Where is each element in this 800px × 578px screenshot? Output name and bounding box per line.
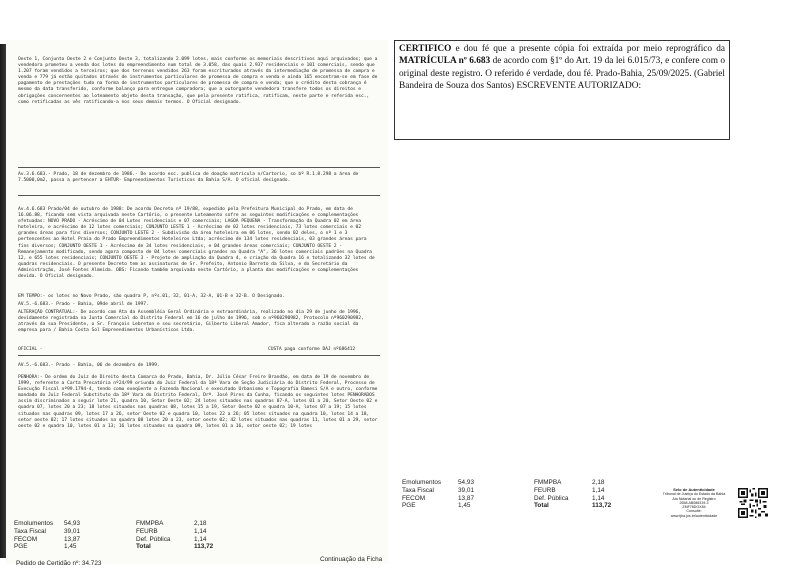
- paragraph: EM TEMPO:- os lotes no Novo Prado, são quadra P, nºs.01, 32, 01-A, 32-A, 01-B e 32-B. O Designado.: [18, 294, 285, 299]
- fee-value: 1,14: [592, 494, 605, 502]
- oficial-signature: [18, 347, 138, 353]
- fee-label: FMMPBA: [534, 479, 562, 486]
- fee-value: 2,18: [194, 520, 207, 527]
- fee-value: 39,01: [458, 486, 474, 494]
- certificate-text-1: e dou fé que a presente cópia foi extraída por meio reprográfico da: [451, 44, 725, 54]
- fee-label: Emolumentos: [402, 479, 442, 486]
- fee-label: PGE: [402, 502, 416, 510]
- text-block-av4: [18, 207, 380, 280]
- seal-line: Ato Notarial ou de Registro: [672, 496, 716, 501]
- fee-value: 39,01: [64, 527, 80, 535]
- fee-total-label: Total: [136, 543, 151, 551]
- fee-value: 1,14: [592, 486, 605, 494]
- paragraph: AV.5.-6.683.- Prado - Bahia, 09de abril de 1997.: [18, 302, 149, 307]
- paragraph: ALTERAÇÃO CONTRATUAL:- De acordo com Ata da Assembléia Geral Ordinária e extraordinária, realizado no dia 29 de junho de 1996, devidamente registrada na Junta Comercial do Distrito Federal em 16 de julho de 1996, sob o nº960290982, Protocolo nº960290982, através da sua Presidente, o Sr. François Lebreton e seu secretário, Gilberto Liberal Amador, fica alterado a razão social da empresa para / Bahia Costa Sol Empreendimentos Urbanísticos Ltda.: [18, 310, 364, 334]
- pedido-certidao: Pedido de Certidão nº: 34.723: [16, 560, 102, 567]
- footer-left: [14, 520, 394, 570]
- fee-label: PGE: [14, 543, 28, 551]
- paragraph: CUSTA paga conforme DAJ nº686412: [268, 347, 356, 352]
- fee-label: FEURB: [136, 527, 158, 535]
- fee-label: FMMPBA: [136, 520, 164, 527]
- fee-label: Emolumentos: [14, 520, 54, 527]
- text-block-av5-title: [18, 302, 380, 308]
- divider: [18, 167, 380, 168]
- seal-url: www.tjba.jus.br/autenticidade: [670, 513, 718, 518]
- fee-value: 13,87: [64, 535, 80, 543]
- fee-value: 1,45: [458, 502, 471, 510]
- fee-value: 1,14: [194, 527, 207, 535]
- fee-label: Taxa Fiscal: [402, 486, 434, 494]
- seal-code: 2658.AB088319-3: [679, 500, 709, 505]
- text-block-av3: [18, 172, 380, 184]
- text-block-em-tempo: [18, 294, 380, 300]
- custa-note: [268, 347, 383, 353]
- fee-label: Def. Pública: [136, 535, 171, 543]
- qr-code-icon: [738, 488, 768, 518]
- seal-line: Tribunal de Justiça do Estado da Bahia: [662, 492, 726, 497]
- certifico-heading: CERTIFICO: [399, 44, 452, 54]
- seal-line: Consulte:: [686, 509, 702, 514]
- fee-value: 54,93: [458, 479, 474, 486]
- certificate-box: [394, 40, 730, 140]
- fee-label: Taxa Fiscal: [14, 527, 46, 535]
- divider: [18, 355, 380, 356]
- paragraph: Av.4.6.683 Prado/04 de outubro de 1988: De acordo Decreto nº 19/88, expedido pela Prefeitura Municipal do Prado, em data de 16.06.88, ficando sem vista arquivada neste Cartório, o presente Loteamento sofre as seguintes modificações e complementações efetuadas: NOVO PRADO - Acréscimo de 04 Lotes residenciais e 07 comerciais; LAGOA PEQUENA - Transformação da Quadra 02 em área hoteleira, e acréscimo de 12 lotes comerciais; CONJUNTO LESTE 1 - Acréscimo de 02 lotes residenciais, 73 lotes comerciais e 02 grandes áreas para fins diversos; CONJUNTO LESTE 2 - Subdivisão da área hoteleira em 06 lotes, sendo 02 deles, o nº 1 e 3 pertencentes ao Hotel Praia do Prado Empreendimentos Hoteleiros Ltda; acréscimo de 134 lotes residenciais, 03 grandes áreas para fins diversos; CONJUNTO OESTE 1 - Acréscimo de 34 lotes residenciais, e 04 grandes áreas comerciais; CONJUNTO OESTE 2 - Remanejamento modificado, sendo agora composto de 04 lotes comerciais grandes na Quadra "A", 36 lotes comerciais padrões na Quadra 12, e 655 lotes residenciais; CONJUNTO OESTE 3 - Projeto de ampliação da Quadra 4, e criação da Quadra 16 e totalizando 32 lotes de quadras residenciais. O presente Decreto tem as assinaturas de Sr. Prefeito, Antonio Barreto da Silva, e do Secretário da Administração, José Fontes Almeida. OBS: Ficando também arquivada neste Cartório, a planta das modificações e complementações devida. O Oficial designado.: [18, 207, 375, 280]
- seal-title: Selo de Autenticidade: [673, 487, 715, 492]
- fee-value: 2,18: [592, 479, 605, 486]
- fee-value: 54,93: [64, 520, 80, 527]
- seal-text: [654, 488, 734, 518]
- paragraph: OFICIAL -: [18, 347, 43, 352]
- text-block-intro: [18, 57, 380, 106]
- certificate-text-2: de acordo com §1º do Art. 19 da lei 6.015/73, e confere com o original deste registro. O referido é verdade, dou fé. Prado-Bahia, 25/09/2025. (Gabriel Bandeira de Souza dos Santos) ESCREVENTE AUTORIZADO:: [399, 56, 725, 91]
- fee-value: 1,45: [64, 543, 77, 551]
- paragraph: AV.5.-6.683.- Prado - Bahia, 06 de dezembro de 1999.: [18, 363, 160, 368]
- fee-label: FECOM: [14, 535, 38, 543]
- authenticity-seal: [654, 488, 784, 518]
- seal-code: ZMF78DOX84: [682, 505, 706, 510]
- paragraph: PENHORA:- De ordem do Juiz de Direito desta Comarca do Prado, Bahia, Dr. Júlio César Freire Brandão, em data de 19 de novembro de 1999, referente a Carta Precatória nº24/99 oriunda do Juiz Federal da 18ª Vara de Seção Judiciária do Distrito Federal, Processo de Execução Fiscal nº99.1794-4, tendo como exeqüente a Fazenda Nacional e executado Urbanismo e Topografia Bamesi S/A e outro, conforme mandado do Juiz Federal Substituto da 18ª Vara do Distrito Federal, Drª. José Pires da Cunha, ficando os seguintes lotes PENHORADOS assim discriminados a seguir lote 21, quadra 10, Setor Oeste 02; 24 lotes situados nas quadras 07-A, lotes 01 a 20, Setor Oeste 02 e quadra 07, lotes 20 a 23; 18 lotes situados nas quadras 08, lotes 15 a 19, Setor Oeste 02 e quadra 10-A, lotes 07 a 19; 15 lotes situados nas quadras 09, lotes 17 a 26, setor Oeste 02 e quadra 10, lotes 22 a 26; 05 lotes situados na quadra 10, lotes 14 a 18, setor oeste 02; 17 lotes situados na quadra 08 lotes 20 a 23, setor oeste 02; 42 lotes situados nas quadras 11, lotes 01 a 29, setor oeste 02 e quadra 10, lotes 01 a 13; 16 lotes situados na quadra 09, lotes 01 a 16, setor oeste 02; 19 lotes: [18, 375, 378, 429]
- fee-table: [402, 479, 632, 510]
- paragraph: Oeste 1, Conjunto Oeste 2 e Conjunto Oeste 3, totalizando 2.099 lotes, mais conforme os memoriais descritivos aqui arquivados; que a vendedora prometeu a venda dos lotes do empreendimento num total de 3.058, das quais 2.937 residenciais e 101 comerciais, sendo que 1.207 foram vendidos a terceiros; que dos terrenos vendidos 263 foram escriturados através da intermediação de promessa de compra e venda e 779 já estão quitados através de instrumentos particulares de promessa de compra e venda e ainda 165 encontram-se em fase de pagamento de prestações tudo na forma de instrumentos particulares de promessa de compra e venda; que o crédito desta cobrança é mesmo da data transferido, conforme balanço para entregue compradora; que a outorgante vendedora transfere todos os direitos e obrigações concernentes ao loteamento objeto desta transação, que pela presente ratifica, ratificam, neste parte e referida esc., como retificadas as vês ratificando-a nos seus demais termos. O Oficial designado.: [18, 57, 378, 105]
- divider: [18, 195, 380, 196]
- fee-label: FEURB: [534, 486, 556, 494]
- text-block-alteracao: [18, 310, 380, 334]
- fee-total-label: Total: [534, 502, 549, 510]
- text-block-av5-penhora-title: [18, 363, 380, 369]
- footer-right: [402, 479, 652, 524]
- fee-value: 13,87: [458, 494, 474, 502]
- fee-total-value: 113,72: [592, 502, 612, 510]
- fee-label: Def. Pública: [534, 494, 569, 502]
- fee-label: FECOM: [402, 494, 426, 502]
- text-block-penhora: [18, 375, 380, 430]
- continuacao-ficha: Continuação da Ficha: [320, 556, 383, 563]
- matricula-number: MATRÍCULA nº 6.683: [399, 56, 491, 67]
- fee-table: [14, 520, 234, 551]
- paragraph: Av.3.6.683.- Prado, 18 de dezembro de 1986.- De acordo esc. publica de doação matricula n/Cartorio, so bº R.1.8.298 a área de 7.5000,0m2, passa a pertencer a EHTUR- Empreendimentos Turísticos da Bahia S/A. O oficial designado.: [18, 172, 359, 184]
- fee-total-value: 113,72: [194, 543, 214, 551]
- fee-value: 1,14: [194, 535, 207, 543]
